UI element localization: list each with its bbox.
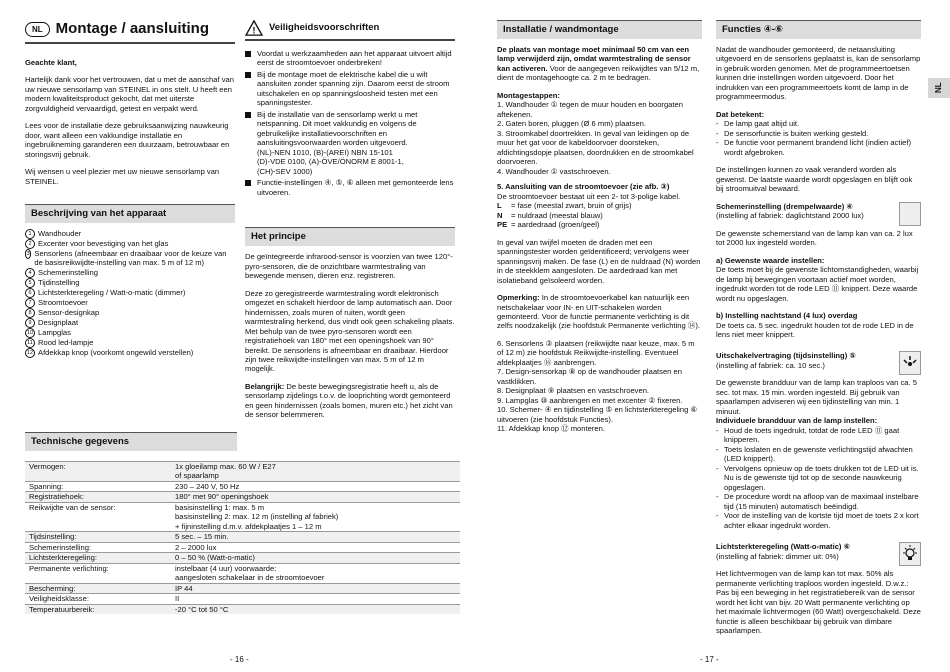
safety-item: Bij de montage moet de elektrische kabel die u wilt aansluiten zonder spanning zijn. Daarom eerst de stroom uitschakelen en op spanningsloosheid testen met een spanningstester. xyxy=(245,70,455,108)
description-item xyxy=(25,318,235,328)
item-number: 12 xyxy=(26,349,34,356)
functions-header: Functies ④-⑥ xyxy=(716,20,921,39)
principle-header: Het principe xyxy=(245,227,455,246)
description-item xyxy=(25,268,235,278)
functions-paragraph-2: De instellingen kunnen zo vaak veranderd worden als gewenst. De laatste waarde wordt opgeslagen en blijft ook bij stroomuitval bewaard. xyxy=(716,165,913,194)
tech-key: Lichtsterkteregeling: xyxy=(25,553,171,563)
safety-item: Voordat u werkzaamheden aan het apparaat uitvoert altijd eerst de stroomtoevoer onderbreken! xyxy=(245,49,455,68)
item-text: Lampglas xyxy=(38,327,71,337)
dusk-subtitle: (instelling af fabriek: daglichtstand 2000 lux) xyxy=(716,211,864,221)
title-header xyxy=(25,20,235,44)
tech-row xyxy=(25,492,460,502)
description-item xyxy=(25,249,235,268)
individual-item: - De procedure wordt na afloop van de maximaal instelbare tijd (15 minuten) automatisch beëindigd. xyxy=(716,492,919,511)
tech-value: instelbaar (4 uur) voorwaarde: aangesloten schakelaar in de stroomtoevoer xyxy=(171,563,460,583)
description-item xyxy=(25,298,235,308)
individual-list xyxy=(716,426,921,530)
dusk-title: Schemerinstelling (drempelwaarde) ④ xyxy=(716,201,853,211)
language-badge: NL xyxy=(25,22,50,37)
wire-item: L = fase (meestal zwart, bruin of grijs) xyxy=(497,201,632,211)
step-item: 9. Lampglas ⑩ aanbrengen en met excenter ② fixeren. xyxy=(497,395,683,405)
tech-key: Temperatuurbereik: xyxy=(25,604,171,614)
middle-left-column xyxy=(245,20,455,428)
tech-key: Registratiehoek: xyxy=(25,492,171,502)
meaning-item: - De sensorfunctie is buiten werking gesteld. xyxy=(716,128,869,138)
safety-title: Veiligheidsvoorschriften xyxy=(269,22,380,34)
warning-icon xyxy=(245,20,263,36)
description-item xyxy=(25,308,235,318)
tech-value: 230 – 240 V, 50 Hz xyxy=(171,481,460,491)
description-item xyxy=(25,338,235,348)
brightness-section xyxy=(716,542,921,635)
tech-key: Permanente verlichting: xyxy=(25,563,171,583)
item-number: 1 xyxy=(25,229,35,239)
steps-list-2 xyxy=(497,339,702,434)
moon-icon xyxy=(899,202,921,226)
item-text: Sensorlens (afneembaar en draaibaar voor de keuze van de basisreikwijdte-instelling van max. 5 m of 12 m) xyxy=(34,248,227,268)
step-item: 4. Wandhouder ① vastschroeven. xyxy=(497,166,611,176)
brightness-subtitle: (instelling af fabriek: dimmer uit: 0%) xyxy=(716,551,839,561)
description-header: Beschrijving van het apparaat xyxy=(25,204,235,223)
step-item: 2. Gaten boren, pluggen (Ø 6 mm) plaatsen. xyxy=(497,119,647,129)
description-item xyxy=(25,328,235,338)
safety-header xyxy=(245,20,455,41)
item-number: 4 xyxy=(25,268,35,278)
individual-title: Individuele brandduur van de lamp instellen: xyxy=(716,416,878,426)
safety-item: Functie-instellingen ④, ⑤, ⑥ alleen met gemonteerde lens uitvoeren. xyxy=(245,178,455,197)
tech-value: II xyxy=(171,594,460,604)
tech-row xyxy=(25,563,460,583)
item-text: Designplaat xyxy=(38,317,79,327)
meaning-item: - De functie voor permanent brandend licht (indien actief) wordt afgebroken. xyxy=(716,138,911,157)
tech-row xyxy=(25,583,460,593)
tech-value: 1x gloeilamp max. 60 W / E27 of spaarlamp xyxy=(171,462,460,482)
step-item: 1. Wandhouder ① tegen de muur houden en boorgaten aftekenen. xyxy=(497,100,683,119)
brightness-paragraph: Het lichtvermogen van de lamp kan tot max. 50% als permanente verlichting traploos worden ingesteld. D.w.z.: Pas bij een beweging in het registratiebereik van de sensor wordt het licht van bijv. 20 Watt permanente verlichting op het maximale lichtvermogen (60 Watt) overgeschakeld. Deze functie is alleen beschikbaar bij gebruik van dimbare spaarlampen. xyxy=(716,569,921,636)
steps-title: Montagestappen: xyxy=(497,90,560,100)
language-side-tab: NL xyxy=(928,78,950,98)
night-setting-paragraph: De toets ca. 5 sec. ingedrukt houden tot de rode LED in de lens niet meer knippert. xyxy=(716,320,914,339)
item-text: Afdekkap knop (voorkomt ongewild verstellen) xyxy=(38,347,194,357)
timer-icon xyxy=(899,351,921,375)
item-text: Schemerinstelling xyxy=(38,267,98,277)
tech-row xyxy=(25,604,460,614)
item-number: 3 xyxy=(26,250,30,257)
tech-row xyxy=(25,462,460,482)
tech-key: Reikwijdte van de sensor: xyxy=(25,502,171,531)
wire-list xyxy=(497,201,702,229)
delay-title: Uitschakelvertraging (tijdsinstelling) ⑤ xyxy=(716,351,856,361)
note-paragraph: Opmerking: In de stroomtoevoerkabel kan natuurlijk een netschakelaar voor IN- en UIT-schakelen worden gemonteerd. Voor de functie permanente verlichting is dit zelfs noodzakelijk (zie hoofdstuk Permanente verlichting ⑭). xyxy=(497,293,701,331)
delay-section xyxy=(716,351,921,530)
set-value-title: a) Gewenste waarde instellen: xyxy=(716,255,825,265)
norm-line: (D)-VDE 0100, (A)-ÖVE/ÖNORM E 8001-1, xyxy=(257,157,404,167)
delay-paragraph: De gewenste brandduur van de lamp kan traploos van ca. 5 sec. tot max. 15 min. worden ingesteld. Bij gebruik van spaarlampen adviseren wij een tijdinstelling van min. 1 minuut. xyxy=(716,378,917,416)
dusk-section xyxy=(716,202,921,340)
svg-text:!: ! xyxy=(252,25,256,36)
description-item xyxy=(25,278,235,288)
description-item xyxy=(25,288,235,298)
tech-key: Bescherming: xyxy=(25,583,171,593)
tech-row xyxy=(25,481,460,491)
item-text: Lichtsterkteregeling / Watt-o-matic (dimmer) xyxy=(38,287,186,297)
tech-table xyxy=(25,461,460,614)
item-number: 5 xyxy=(25,278,35,288)
item-number: 9 xyxy=(25,318,35,328)
individual-item: - Voor de instelling van de kortste tijd moet de toets 2 x kort achter elkaar ingedrukt worden. xyxy=(716,511,919,530)
tech-row xyxy=(25,594,460,604)
left-column xyxy=(25,20,235,358)
meaning-title: Dat betekent: xyxy=(716,109,765,119)
tech-value: 180° met 90° openingshoek xyxy=(171,492,460,502)
tech-key: Schemerinstelling: xyxy=(25,542,171,552)
functions-column xyxy=(716,20,921,644)
description-item xyxy=(25,348,235,358)
step5-title: 5. Aansluiting van de stroomtoevoer (zie afb. ③) xyxy=(497,182,670,192)
meaning-list xyxy=(716,119,921,157)
item-text: Wandhouder xyxy=(38,228,82,238)
wire-item: N = nuldraad (meestal blauw) xyxy=(497,210,603,220)
description-item xyxy=(25,229,235,239)
tech-value: -20 °C tot 50 °C xyxy=(171,604,460,614)
principle-paragraph-3: Belangrijk: De beste bewegingsregistratie heeft u, als de sensorlamp zijdelings t.o.v. de looprichting wordt gemonteerd en geen hindernissen (zoals bomen, muren etc.) het zicht van de sensor belemmeren. xyxy=(245,381,453,420)
page-title: Montage / aansluiting xyxy=(55,20,210,37)
tech-row xyxy=(25,553,460,563)
item-text: Excenter voor bevestiging van het glas xyxy=(38,238,169,248)
page-number-right: - 17 - xyxy=(700,655,719,664)
item-number: 11 xyxy=(25,338,35,348)
meaning-item: - De lamp gaat altijd uit. xyxy=(716,119,800,129)
step-item: 7. Design-sensorkap ⑧ op de wandhouder plaatsen en vastklikken. xyxy=(497,367,682,386)
item-text: Stroomtoevoer xyxy=(38,297,88,307)
principle-paragraph-1: De geïntegreerde infrarood-sensor is voorzien van twee 120°-pyro-sensoren, die de onzichtbare warmtestraling van bewegende mensen, dieren enz. registreren. xyxy=(245,252,453,281)
item-number: 7 xyxy=(25,298,35,308)
step-item: 10. Schemer- ④ en tijdinstelling ⑤ en lichtsterkteregeling ⑥ uitvoeren (zie hoofdstuk Functies). xyxy=(497,405,698,424)
step-item: 6. Sensorlens ③ plaatsen (reikwijdte naar keuze, max. 5 m of 12 m) zie hoofdstuk Reikwijdte-instelling. Eventueel afdekplaatjes ⑯ aanbrengen. xyxy=(497,338,695,367)
tech-key: Veiligheidsklasse: xyxy=(25,594,171,604)
norm-line: (NL)-NEN 1010, (B)-(AREI) NBN 15-101 xyxy=(257,147,393,157)
item-number: 2 xyxy=(25,239,35,249)
description-list xyxy=(25,229,235,358)
individual-item: - Toets loslaten en de gewenste verlichtingstijd afwachten (LED knippert). xyxy=(716,444,913,464)
item-text: Sensor-designkap xyxy=(38,307,100,317)
tech-value: IP 44 xyxy=(171,583,460,593)
tech-value: basisinstelling 1: max. 5 m basisinstelling 2: max. 12 m (instelling af fabriek) + fijninstelling d.m.v. afdekplaatjes 1 – 12 m xyxy=(171,502,460,531)
item-number: 6 xyxy=(25,288,35,298)
tech-row xyxy=(25,532,460,542)
functions-intro: Nadat de wandhouder gemonteerd, de netaansluiting uitgevoerd en de sensorlens geplaatst is, kan de sensorlamp in gebruik worden genomen. Met de programmeertoetsen kunnen drie instellingen worden uitgevoerd. Door het indrukken van een programmeertoets komt de lamp in de programmeermodus. xyxy=(716,44,921,102)
step-item: 3. Stroomkabel doortrekken. In geval van leidingen op de muur het gat voor de kabeldoorvoer doorsteken, afdichtingsdopje plaatsen, doordrukken en de stroomkabel doorvoeren. xyxy=(497,128,694,167)
wire-item: PE = aardedraad (groen/geel) xyxy=(497,220,600,230)
step-item: 8. Designplaat ⑨ plaatsen en vastschroeven. xyxy=(497,386,650,396)
steps-list xyxy=(497,100,702,176)
set-value-paragraph: De toets moet bij de gewenste lichtomstandigheden, waarbij de lamp bij bewegingen voortaan actief moet worden, ingedrukt worden tot de rode LED ⑪ knippert. Deze waarde wordt nu opgeslagen. xyxy=(716,265,919,303)
item-text: Rood led-lampje xyxy=(38,337,94,347)
bulb-icon xyxy=(899,542,921,566)
delay-subtitle: (instelling af fabriek: ca. 10 sec.) xyxy=(716,360,825,370)
tech-value: 2 – 2000 lux xyxy=(171,542,460,552)
dusk-paragraph: De gewenste schemerstand van de lamp kan van ca. 2 lux tot 2000 lux ingesteld worden. xyxy=(716,228,913,248)
greeting: Geachte klant, xyxy=(25,57,77,67)
individual-item: - Vervolgens opnieuw op de toets drukken tot de LED uit is. Nu is de gewenste tijd tot op de seconde nauwkeurig opgeslagen. xyxy=(716,463,919,492)
intro-paragraph-3: Wij wensen u veel plezier met uw nieuwe sensorlamp van STEINEL. xyxy=(25,167,220,186)
tech-value: 5 sec. – 15 min. xyxy=(171,532,460,542)
intro-paragraph-1: Hartelijk dank voor het vertrouwen, dat u met de aanschaf van uw nieuwe sensorlamp van STEINEL in ons stelt. U heeft een modern kwaliteitsproduct gekocht, dat met uiterste zorgvuldigheid vervaardigd, getest en verpakt werd. xyxy=(25,75,234,113)
page-number-left: - 16 - xyxy=(230,655,249,664)
tech-row xyxy=(25,502,460,531)
brightness-title: Lichtsterkteregeling (Watt-o-matic) ⑥ xyxy=(716,542,850,552)
install-column xyxy=(497,20,702,434)
tech-key: Vermogen: xyxy=(25,462,171,482)
safety-item: Bij de installatie van de sensorlamp werkt u met netspanning. Dit moet vakkundig en volgens de gebruikelijke installatievoorschriften en aansluitingsvoorwaarden worden uitgevoerd. (NL)-NEN 1010, (B)-(AREI) NBN 15-101 (D)-VDE 0100, (A)-ÖVE/ÖNORM E 8001-1, (CH)-SEV 1000) xyxy=(245,110,455,176)
tech-key: Spanning: xyxy=(25,481,171,491)
night-setting-title: b) Instelling nachtstand (4 lux) overdag xyxy=(716,311,858,321)
tech-row xyxy=(25,542,460,552)
tech-header: Technische gegevens xyxy=(25,432,237,451)
individual-item: - Houd de toets ingedrukt, totdat de rode LED ⑪ gaat knipperen. xyxy=(716,425,900,445)
install-header: Installatie / wandmontage xyxy=(497,20,702,39)
step5-text: De stroomtoevoer bestaat uit een 2- tot 3-polige kabel. xyxy=(497,191,681,201)
description-item xyxy=(25,239,235,249)
item-number: 8 xyxy=(25,308,35,318)
doubt-paragraph: In geval van twijfel moeten de draden met een spanningstester worden geïdentificeerd; vervolgens weer spanningsvrij maken. De fase (L) en de nuldraad (N) worden in de steekklem aangesloten. De aardedraad kan met isolatieband geïsoleerd worden. xyxy=(497,237,701,285)
install-lead: De plaats van montage moet minimaal 50 cm van een lamp verwijderd zijn, omdat warmtestraling de sensor kan activeren. Voor de aangegeven reikwijdtes van 5/12 m, dient de montagehoogte ca. 2 m te bedragen. xyxy=(497,44,700,83)
norm-line: (CH)-SEV 1000) xyxy=(257,166,313,176)
step-item: 11. Afdekkap knop ⑫ monteren. xyxy=(497,424,605,434)
item-number: 10 xyxy=(26,329,34,336)
item-text: Tijdinstelling xyxy=(38,277,80,287)
principle-paragraph-2: Deze zo geregistreerde warmtestraling wordt elektronisch omgezet en schakelt hierdoor de lamp automatisch aan. Door hindernissen, zoals muren of ruiten, wordt geen warmtestraling herkend, dus vindt ook geen schakeling plaats. Met behulp van de twee pyro-sensoren wordt een registratiehoek van 180° met een openingshoek van 90° bereikt. De sensorlens is afneembaar en draaibaar. Hierdoor zijn twee reikwijdte-instellingen van max. 5 m of 12 m mogelijk. xyxy=(245,288,455,374)
tech-key: Tijdsinstelling: xyxy=(25,532,171,542)
intro-paragraph-2: Lees voor de installatie deze gebruiksaanwijzing nauwkeurig door, want alleen een vakkundige installatie en ingebruikneming garanderen een duurzaam, betrouwbaar en storingsvrij gebruik. xyxy=(25,121,230,159)
tech-value: 0 – 50 % (Watt-o-matic) xyxy=(171,553,460,563)
